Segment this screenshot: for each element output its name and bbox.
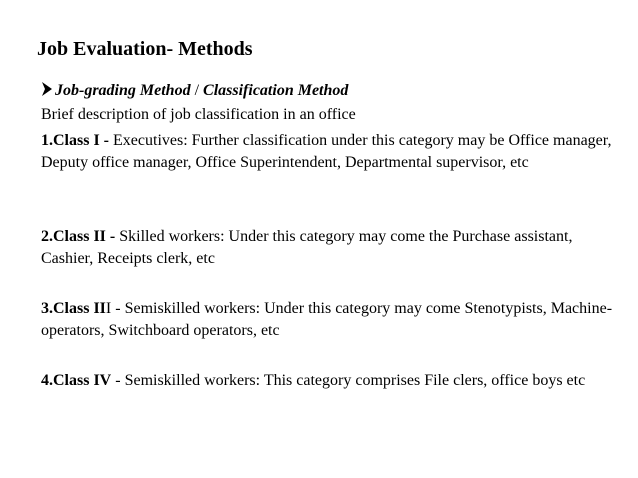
class-description: Executives: Further classification under this category may be Office manager, Deputy office manager, Office Superintendent, Departmental supervisor, etc: [41, 132, 612, 171]
class-description: I - Semiskilled workers: Under this category may come Stenotypists, Machine-operators, Switchboard operators, etc: [41, 300, 613, 339]
method-separator: /: [190, 82, 204, 99]
class-item-4: [41, 370, 621, 392]
class-item-3: [41, 298, 621, 342]
class-description: Skilled workers: Under this category may come the Purchase assistant, Cashier, Receipts clerk, etc: [41, 228, 573, 267]
method-name-secondary: Classification Method: [203, 82, 349, 99]
method-name-primary: Job-grading Method: [55, 82, 191, 99]
class-label: 4.Class IV: [41, 372, 112, 389]
class-description: - Semiskilled workers: This category comprises File clers, office boys etc: [111, 372, 586, 389]
intro-text: Brief description of job classification in an office: [41, 106, 356, 123]
class-label: 1.Class I -: [41, 132, 114, 149]
arrow-right-icon: [41, 81, 53, 97]
method-heading: [41, 80, 348, 102]
slide-title: Job Evaluation- Methods: [37, 38, 253, 60]
class-item-1: [41, 130, 621, 174]
class-label: 3.Class II: [41, 300, 106, 317]
class-item-2: [41, 226, 621, 270]
class-label: 2.Class II -: [41, 228, 120, 245]
